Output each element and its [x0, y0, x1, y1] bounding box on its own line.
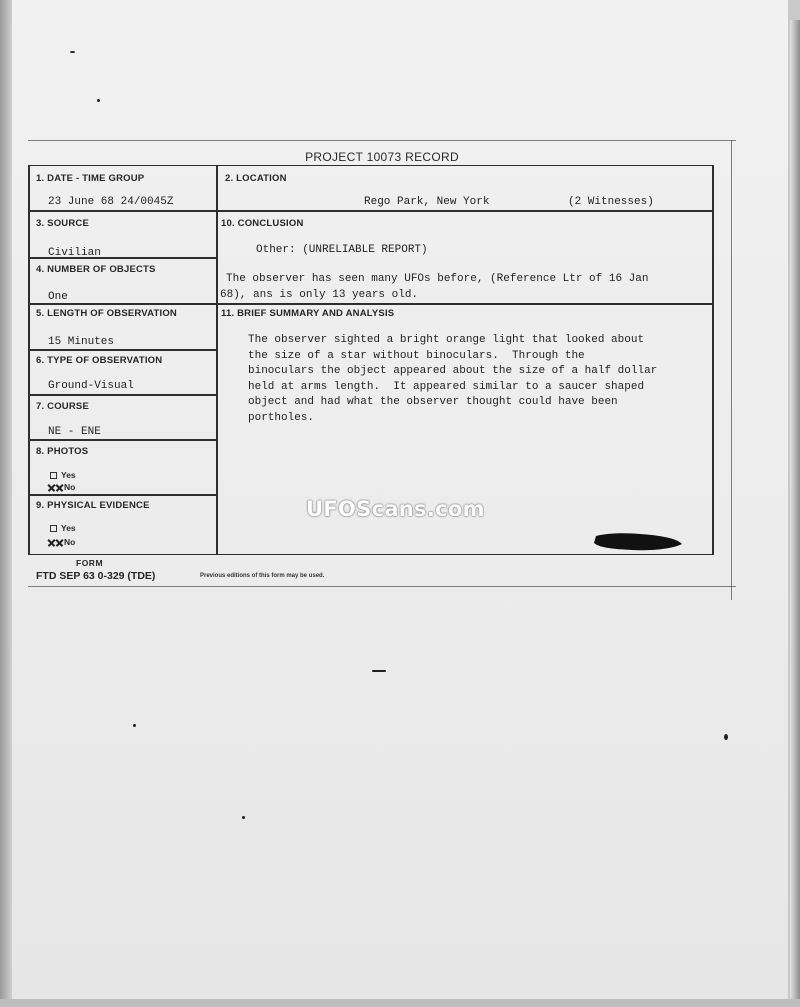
scan-speck	[242, 816, 245, 819]
scan-speck	[70, 51, 75, 53]
physical-evidence-yes-option	[50, 523, 76, 533]
summary-line: portholes.	[248, 411, 315, 424]
photos-label: 8. PHOTOS	[36, 446, 89, 457]
number-of-objects-value: One	[48, 291, 68, 303]
grid-divider	[28, 439, 218, 441]
scan-right-edge	[790, 20, 800, 1007]
physical-evidence-no-label: No	[64, 537, 76, 547]
summary-label: 11. BRIEF SUMMARY AND ANALYSIS	[221, 308, 395, 319]
checkbox-x-icon	[48, 485, 54, 491]
grid-divider	[28, 210, 218, 212]
grid-divider	[216, 303, 714, 305]
summary-line: held at arms length. It appeared similar to a saucer shaped	[248, 380, 645, 393]
number-of-objects-label: 4. NUMBER OF OBJECTS	[36, 264, 156, 275]
scan-speck	[97, 99, 100, 102]
checkbox-empty-icon	[50, 525, 57, 532]
physical-evidence-no-option	[48, 537, 75, 547]
checkbox-x-icon	[56, 540, 62, 546]
summary-line: The observer sighted a bright orange light that looked about	[248, 334, 645, 346]
form-top-border	[28, 140, 736, 141]
length-of-observation-value: 15 Minutes	[48, 336, 115, 348]
photos-yes-label: Yes	[61, 470, 76, 480]
date-time-label: 1. DATE - TIME GROUP	[36, 173, 145, 184]
scan-speck	[372, 670, 386, 672]
photos-no-label: No	[64, 482, 76, 492]
physical-evidence-yes-label: Yes	[61, 523, 76, 533]
source-label: 3. SOURCE	[36, 218, 90, 229]
scan-bottom-edge	[0, 999, 800, 1007]
checkbox-x-icon	[48, 540, 54, 546]
conclusion-note-line-1: The observer has seen many UFOs before, (Reference Ltr of 16 Jan	[226, 273, 649, 285]
conclusion-value: Other: (UNRELIABLE REPORT)	[256, 244, 428, 256]
grid-left-border	[28, 166, 30, 554]
source-value: Civilian	[48, 247, 101, 259]
checkbox-empty-icon	[50, 472, 57, 479]
footer-form-code: FTD SEP 63 0-329 (TDE)	[36, 570, 156, 582]
conclusion-label: 10. CONCLUSION	[221, 218, 304, 229]
scan-speck	[724, 734, 728, 740]
checkbox-x-icon	[56, 485, 62, 491]
grid-divider	[28, 394, 218, 396]
grid-divider	[28, 349, 218, 351]
course-value: NE - ENE	[48, 426, 101, 438]
summary-line: binoculars the object appeared about the size of a half dollar	[248, 365, 658, 377]
physical-evidence-label: 9. PHYSICAL EVIDENCE	[36, 500, 150, 511]
date-time-value: 23 June 68 24/0045Z	[48, 196, 174, 208]
type-of-observation-label: 6. TYPE OF OBSERVATION	[36, 355, 163, 366]
footer-form-label: FORM	[76, 558, 104, 568]
conclusion-note-line-2: 68), ans is only 13 years old.	[220, 289, 419, 301]
watermark-text: UFOScans.com	[306, 497, 485, 521]
course-label: 7. COURSE	[36, 401, 90, 412]
location-value: Rego Park, New York	[364, 196, 490, 208]
form-title: PROJECT 10073 RECORD	[305, 150, 459, 164]
grid-column-divider	[216, 166, 218, 554]
redaction-mark	[592, 530, 684, 552]
grid-right-border	[712, 166, 714, 554]
grid-divider	[28, 303, 218, 305]
footer-editions-note: Previous editions of this form may be used.	[200, 573, 325, 579]
summary-line: object and had what the observer thought could have been	[248, 396, 618, 408]
location-label: 2. LOCATION	[225, 173, 287, 184]
summary-line: the size of a star without binoculars. Through the	[248, 349, 585, 362]
witnesses-value: (2 Witnesses)	[568, 196, 654, 208]
form-right-border	[731, 140, 732, 600]
grid-divider	[216, 210, 714, 212]
scan-speck	[133, 724, 136, 727]
photos-yes-option	[50, 470, 76, 480]
grid-divider	[28, 494, 218, 496]
length-of-observation-label: 5. LENGTH OF OBSERVATION	[36, 308, 177, 319]
form-bottom-border	[28, 586, 736, 587]
photos-no-option	[48, 482, 75, 492]
type-of-observation-value: Ground-Visual	[48, 380, 134, 392]
